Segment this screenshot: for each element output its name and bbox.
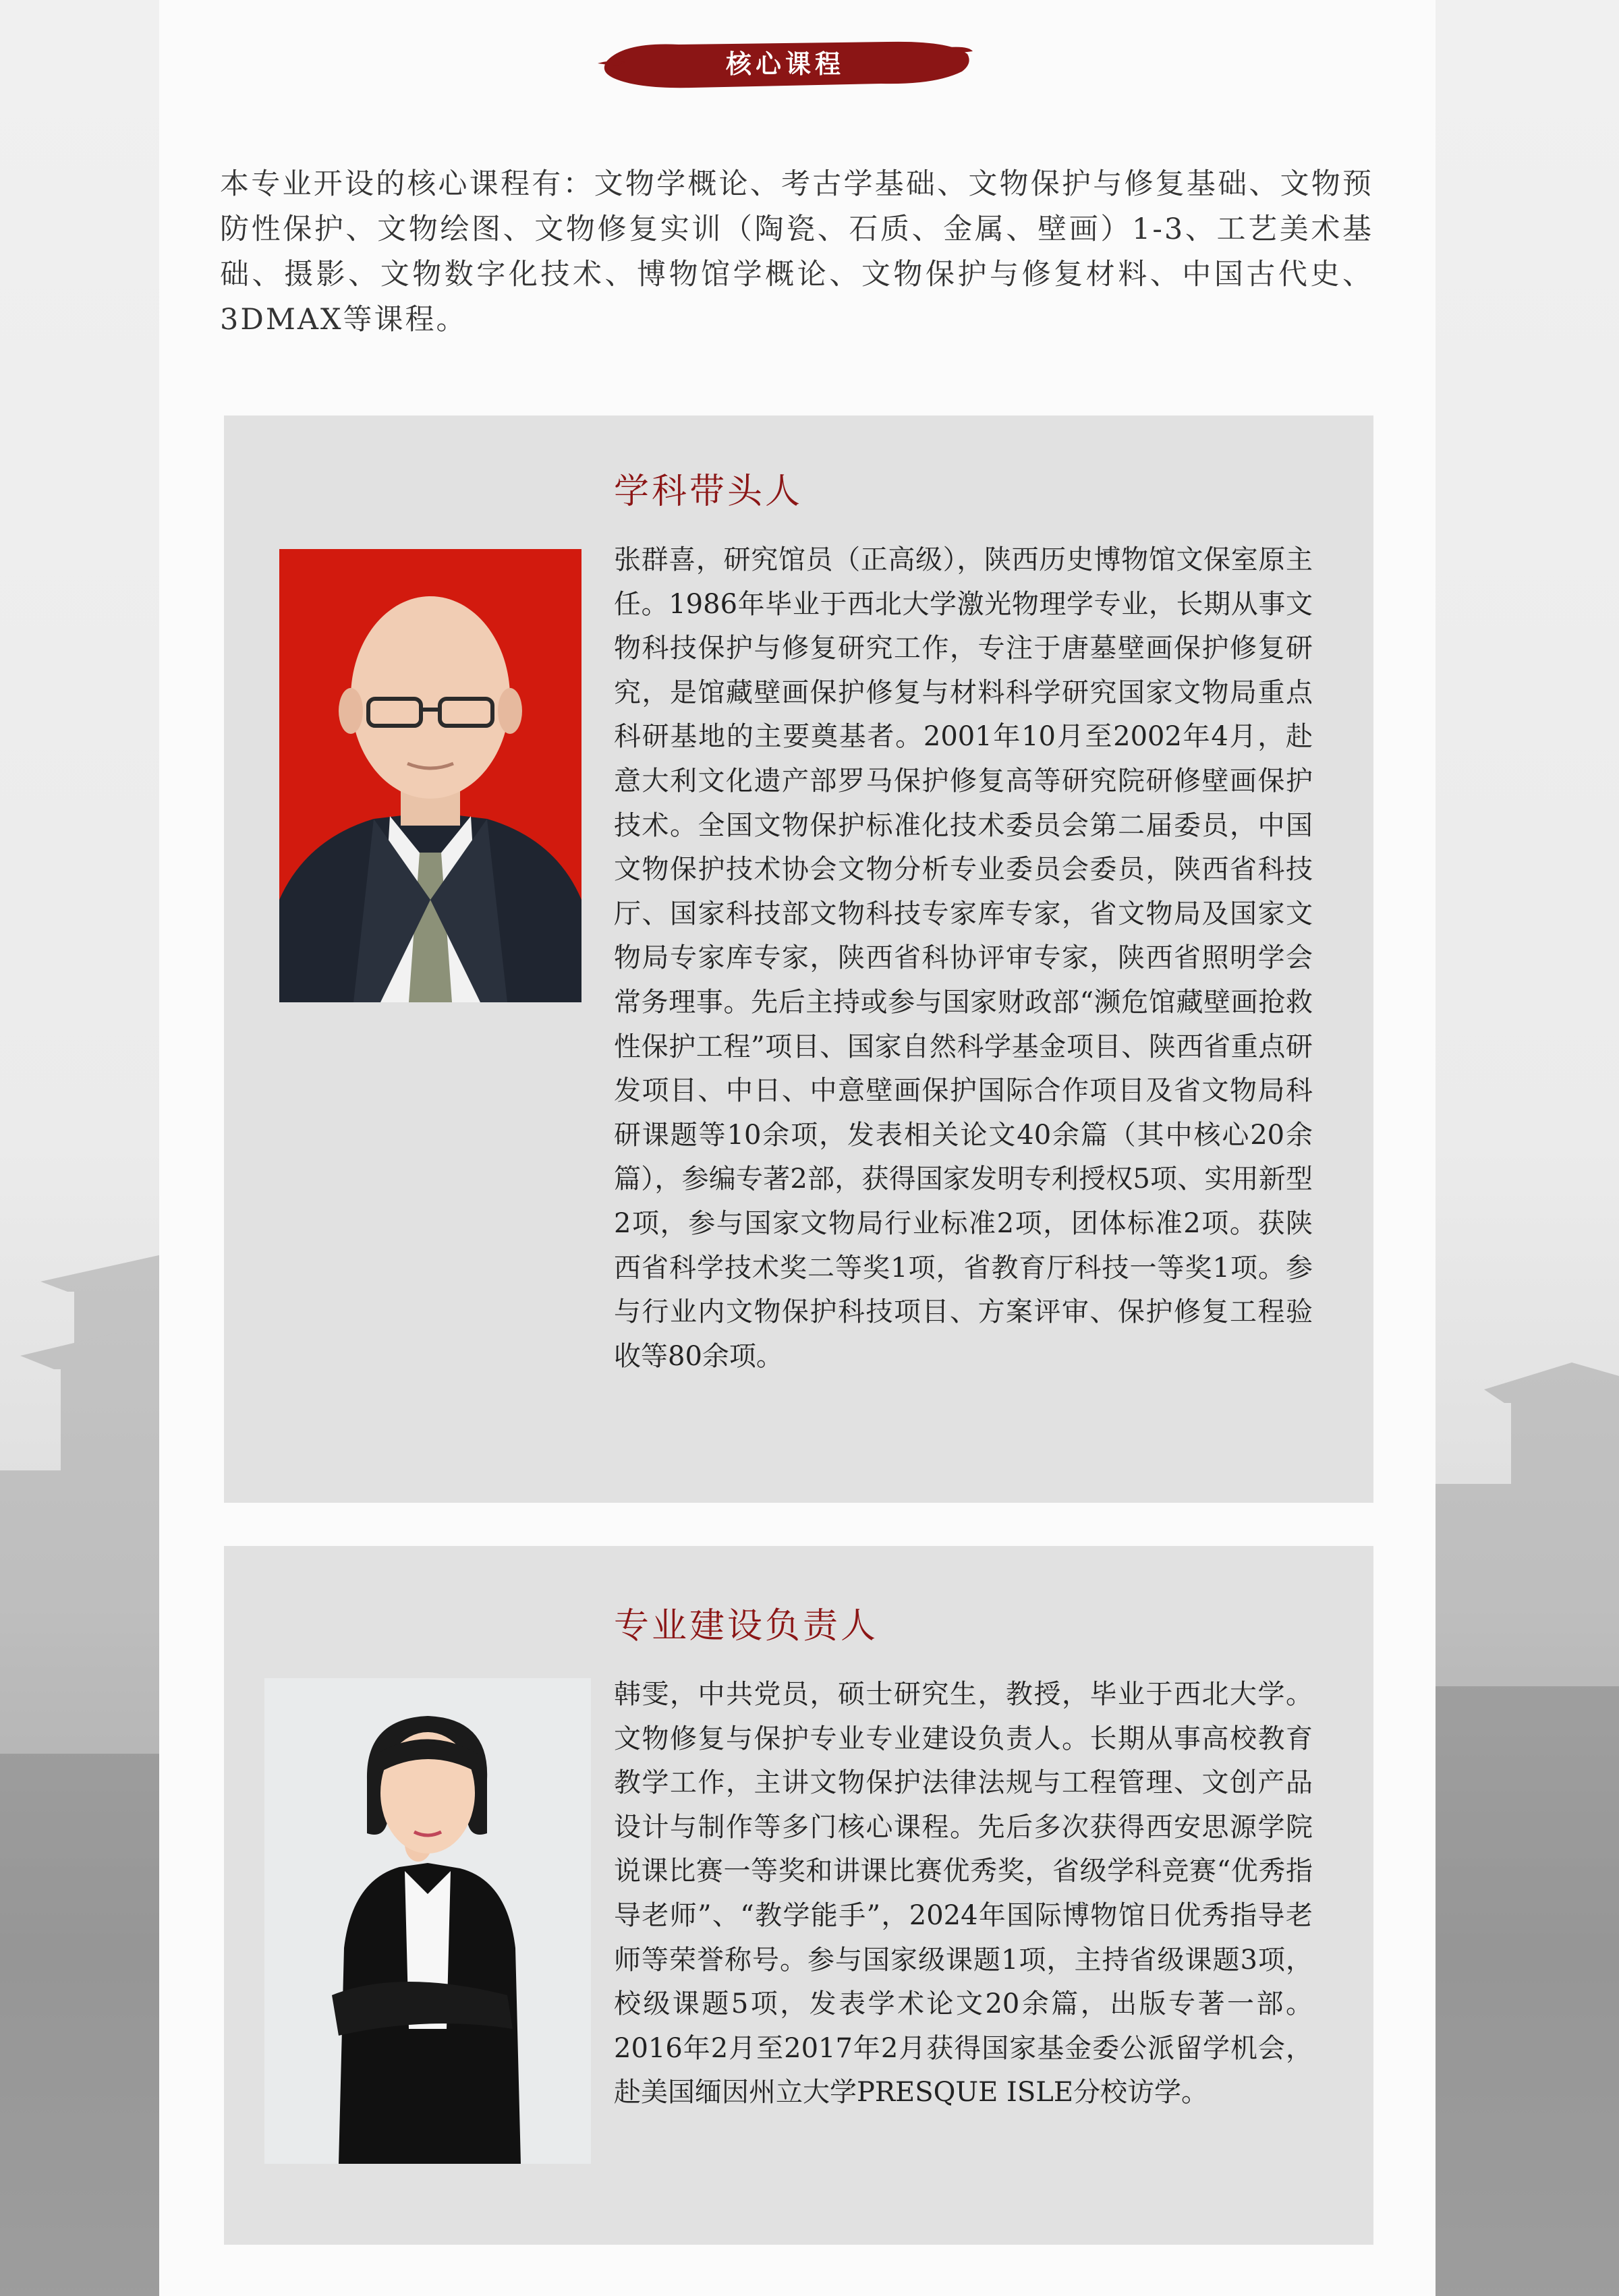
banner-title: 核心课程 bbox=[725, 49, 845, 79]
bio-text: 张群喜，研究馆员（正高级），陕西历史博物馆文保室原主任。1986年毕业于西北大学激光物理学专业，长期从事文物科技保护与修复研究工作，专注于唐墓壁画保护修复研究，是馆藏壁画保护修复与材料科学研究国家文物局重点科研基地的主要奠基者。2001年10月至2002年4月，赴意大利文化遗产部罗马保护修复高等研究院研修壁画保护技术。全国文物保护标准化技术委员会第二届委员，中国文物保护技术协会文物分析专业委员会委员，陕西省科技厅、国家科技部文物科技专家库专家，省文物局及国家文物局专家库专家，陕西省科协评审专家，陕西省照明学会常务理事。先后主持或参与国家财政部“濒危馆藏壁画抢救性保护工程”项目、国家自然科学基金项目、陕西省重点研发项目、中日、中意壁画保护国际合作项目及省文物局科研课题等10余项，发表相关论文40余篇（其中核心20余篇），参编专著2部，获得国家发明专利授权5项、实用新型2项，参与国家文物局行业标准2项，团体标准2项。获陕西省科学技术奖二等奖1项，省教育厅科技一等奖1项。参与行业内文物保护科技项目、方案评审、保护修复工程验收等80余项。 bbox=[614, 544, 1313, 1372]
woman-portrait-illustration bbox=[264, 1678, 591, 2164]
card-heading: 专业建设负责人 bbox=[614, 1606, 879, 1646]
section-banner bbox=[598, 34, 973, 94]
bio-text: 韩雯，中共党员，硕士研究生，教授，毕业于西北大学。文物修复与保护专业专业建设负责人。长期从事高校教育教学工作，主讲文物保护法律法规与工程管理、文创产品设计与制作等多门核心课程。先后多次获得西安思源学院说课比赛一等奖和讲课比赛优秀奖，省级学科竞赛“优秀指导老师”、“教学能手”，2024年国际博物馆日优秀指导老师等荣誉称号。参与国家级课题1项，主持省级课题3项，校级课题5项，发表学术论文20余篇，出版专著一部。2016年2月至2017年2月获得国家基金委公派留学机会，赴美国缅因州立大学PRESQUE ISLE分校访学。 bbox=[614, 1679, 1313, 2108]
profile-card-program-lead bbox=[224, 1546, 1373, 2245]
card-heading: 学科带头人 bbox=[614, 471, 803, 512]
man-portrait-illustration bbox=[279, 549, 581, 1002]
profile-card-discipline-leader bbox=[224, 415, 1373, 1503]
portrait-photo bbox=[279, 549, 581, 1002]
core-courses-paragraph: 本专业开设的核心课程有：文物学概论、考古学基础、文物保护与修复基础、文物预防性保护、文物绘图、文物修复实训（陶瓷、石质、金属、壁画）1-3、工艺美术基础、摄影、文物数字化技术、博物馆学概论、文物保护与修复材料、中国古代史、3DMAX等课程。 bbox=[220, 167, 1373, 337]
portrait-photo bbox=[264, 1678, 591, 2164]
